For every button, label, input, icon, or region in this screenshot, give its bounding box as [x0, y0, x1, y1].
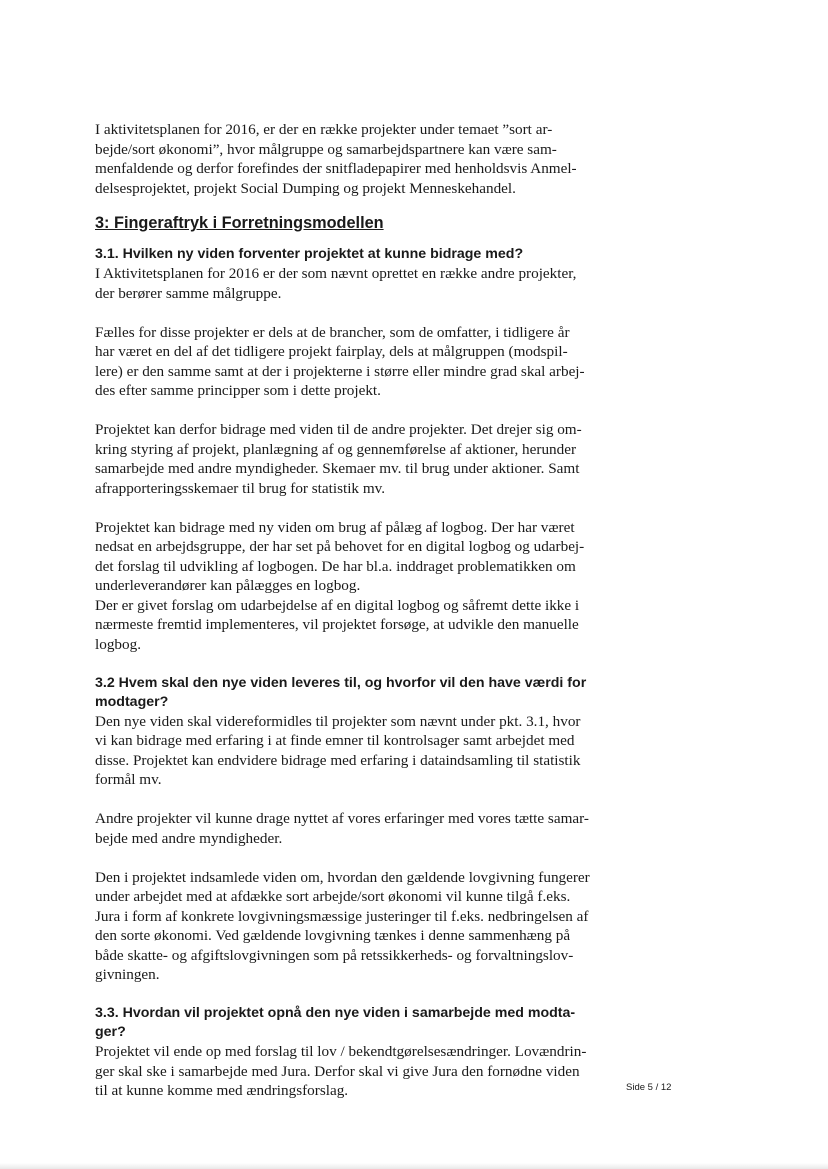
paragraph-3-2-b: Andre projekter vil kunne drage nyttet af vores erfaringer med vores tætte samar- bejde med andre myndigheder. — [95, 810, 589, 847]
paragraph-3-2-c: Den i projektet indsamlede viden om, hvordan den gældende lovgivning fungerer under arbejdet med at afdække sort arbejde/sort økonomi vil kunne tilgå f.eks. Jura i form af konkrete lovgivningsmæssige justeringer til f.eks. nedbringelsen af den sorte økonomi. Ved gældende lovgivning tænkes i denne sammenhæng på både skatte- og afgiftslovgivningen som på retssikkerheds- og forvaltningslov- givningen. — [95, 868, 590, 983]
page-number: Side 5 / 12 — [626, 1082, 672, 1093]
paragraph-gap — [95, 790, 615, 810]
paragraph-gap — [95, 985, 615, 1005]
document-body — [95, 120, 615, 1101]
paragraph-3-1-d: Projektet kan bidrage med ny viden om brug af pålæg af logbog. Der har været nedsat en arbejdsgruppe, der har set på behovet for en digital logbog og udarbej- det forslag til udvikling af logbogen. De har bl.a. inddraget problematikken om underleverandører kan pålægges en logbog. Der er givet forslag om udarbejdelse af en digital logbog og såfremt dette ikke i nærmeste fremtid implementeres, vil projektet forsøge, at udvikle den manuelle logbog. — [95, 518, 585, 653]
paragraph-3-1-c: Projektet kan derfor bidrage med viden til de andre projekter. Det drejer sig om- kring styring af projekt, planlægning af og gennemførelse af aktioner, herunder samarbejde med andre myndigheder. Skemaer mv. til brug under aktioner. Samt afrapporteringsskemaer til brug for statistik mv. — [95, 421, 582, 497]
paragraph-gap — [95, 401, 615, 421]
paragraph-gap — [95, 654, 615, 674]
page-bottom-edge — [0, 1163, 828, 1169]
subsection-heading-3-1: 3.1. Hvilken ny viden forventer projektet at kunne bidrage med? — [95, 246, 524, 262]
subsection-heading-3-2: 3.2 Hvem skal den nye viden leveres til, og hvorfor vil den have værdi for modtager? — [95, 674, 587, 710]
paragraph-3-1-a: I Aktivitetsplanen for 2016 er der som nævnt oprettet en række andre projekter, der berører samme målgruppe. — [95, 265, 577, 302]
section-heading: 3: Fingeraftryk i Forretningsmodellen — [95, 214, 384, 232]
paragraph-gap — [95, 498, 615, 518]
intro-paragraph: I aktivitetsplanen for 2016, er der en række projekter under temaet ”sort ar- bejde/sort økonomi”, hvor målgruppe og samarbejdspartnere kan være sam- menfaldende og derfor forefindes der snitfladepapirer med henholdsvis Anmel- delsesprojektet, projekt Social Dumping og projekt Menneskehandel. — [95, 121, 577, 197]
paragraph-gap — [95, 303, 615, 323]
paragraph-3-3-a: Projektet vil ende op med forslag til lov / bekendtgørelsesændringer. Lovændrin- ger skal ske i samarbejde med Jura. Derfor skal vi give Jura den fornødne viden til at kunne komme med ændringsforslag. — [95, 1043, 587, 1099]
paragraph-3-1-b: Fælles for disse projekter er dels at de brancher, som de omfatter, i tidligere år har været en del af det tidligere projekt fairplay, dels at målgruppen (modspil- lere) er den samme samt at der i projekterne i større eller mindre grad skal arbej- des efter samme principper som i dette projekt. — [95, 323, 585, 399]
paragraph-gap — [95, 848, 615, 868]
paragraph-3-2-a: Den nye viden skal videreformidles til projekter som nævnt under pkt. 3.1, hvor vi kan bidrage med erfaring i at finde emner til kontrolsager samt arbejdet med disse. Projektet kan endvidere bidrage med erfaring i dataindsamling til statistik formål mv. — [95, 712, 581, 788]
subsection-heading-3-3: 3.3. Hvordan vil projektet opnå den nye viden i samarbejde med modta- ger? — [95, 1005, 576, 1040]
